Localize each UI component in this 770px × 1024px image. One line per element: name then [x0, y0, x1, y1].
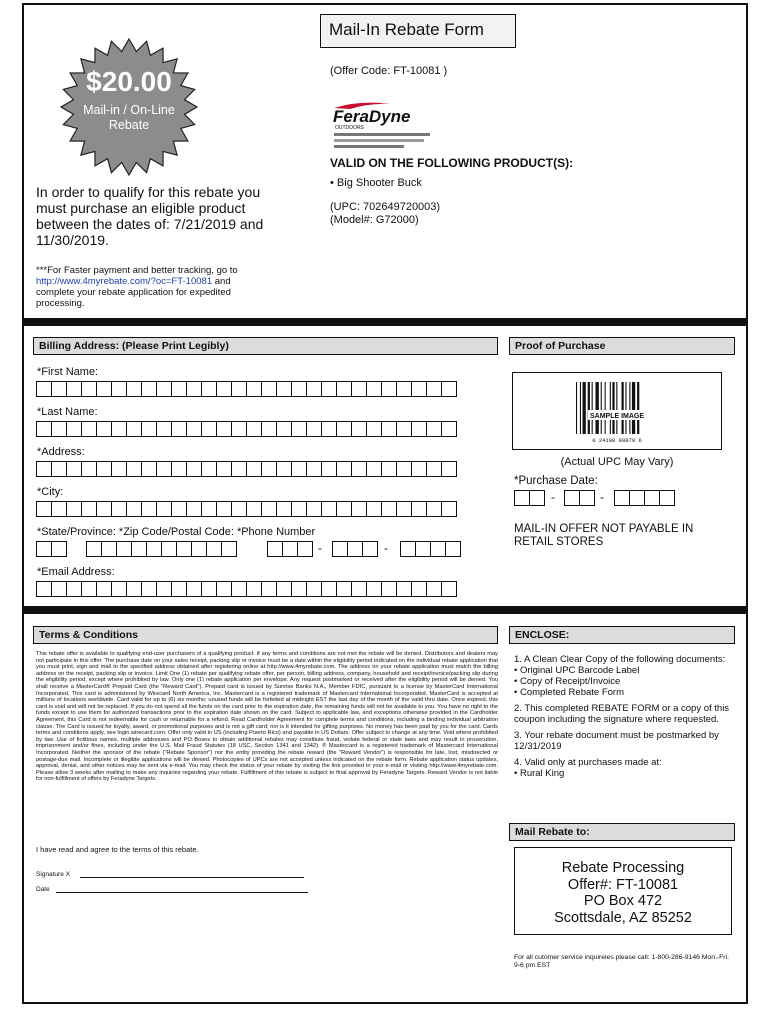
address-line-3: PO Box 472 [583, 893, 663, 909]
letter-box[interactable] [261, 501, 277, 517]
signature-label: Signature X [36, 871, 70, 878]
letter-box[interactable] [411, 381, 427, 397]
faster-payment-note [36, 265, 266, 309]
letter-box[interactable] [336, 421, 352, 437]
rebate-type [60, 103, 198, 133]
letter-box[interactable] [291, 461, 307, 477]
letter-box[interactable] [126, 461, 142, 477]
not-payable-note: MAIL-IN OFFER NOT PAYABLE IN RETAIL STORES [514, 523, 694, 548]
letter-box[interactable] [396, 581, 412, 597]
letter-box[interactable] [156, 381, 172, 397]
letter-box[interactable] [261, 381, 277, 397]
letter-box[interactable] [156, 421, 172, 437]
customer-service-note: For all cutomer service inquireies please call: 1-800-286-9146 Mon.-Fri. 9-6 pm EST [514, 954, 729, 969]
letter-box[interactable] [81, 501, 97, 517]
letter-box[interactable] [231, 461, 247, 477]
letter-box[interactable] [514, 490, 530, 506]
letter-box[interactable] [141, 581, 157, 597]
purchase-year-input[interactable] [614, 490, 674, 506]
letter-box[interactable] [246, 421, 262, 437]
letter-box[interactable] [36, 461, 52, 477]
letter-box[interactable] [411, 581, 427, 597]
purchase-date-label: *Purchase Date: [514, 475, 598, 487]
letter-box[interactable] [81, 421, 97, 437]
letter-box[interactable] [396, 461, 412, 477]
enclose-item-3: 3. Your rebate document must be postmarked by 12/31/2019 [514, 730, 719, 752]
rebate-type-line2: Rebate [108, 118, 150, 132]
form-title: Mail-In Rebate Form [320, 14, 516, 48]
letter-box[interactable] [201, 501, 217, 517]
letter-box[interactable] [306, 421, 322, 437]
letter-box[interactable] [282, 541, 298, 557]
letter-box[interactable] [396, 381, 412, 397]
letter-box[interactable] [445, 541, 461, 557]
letter-box[interactable] [276, 581, 292, 597]
letter-box[interactable] [261, 581, 277, 597]
letter-box[interactable] [366, 461, 382, 477]
letter-box[interactable] [111, 381, 127, 397]
svg-text:FeraDyne: FeraDyne [333, 107, 411, 126]
letter-box[interactable] [297, 541, 313, 557]
first-name-input[interactable] [36, 381, 456, 397]
letter-box[interactable] [231, 501, 247, 517]
billing-heading: Billing Address: (Please Print Legibly) [33, 337, 498, 355]
letter-box[interactable] [411, 501, 427, 517]
address-line-2: Offer#: FT-10081 [567, 876, 679, 893]
letter-box[interactable] [201, 381, 217, 397]
letter-box[interactable] [96, 421, 112, 437]
purchase-month-input[interactable] [514, 490, 544, 506]
letter-box[interactable] [336, 581, 352, 597]
letter-box[interactable] [156, 461, 172, 477]
letter-box[interactable] [351, 581, 367, 597]
letter-box[interactable] [614, 490, 630, 506]
enclose-item-1-text: 1. A Clean Clear Copy of the following documents: [514, 654, 726, 665]
letter-box[interactable] [51, 381, 67, 397]
section-divider [22, 318, 748, 326]
feradyne-logo [330, 98, 440, 150]
letter-box[interactable] [366, 381, 382, 397]
purchase-day-input[interactable] [564, 490, 594, 506]
letter-box[interactable] [336, 501, 352, 517]
letter-box[interactable] [441, 381, 457, 397]
letter-box[interactable] [111, 461, 127, 477]
letter-box[interactable] [51, 501, 67, 517]
letter-box[interactable] [381, 581, 397, 597]
letter-box[interactable] [111, 581, 127, 597]
letter-box[interactable] [396, 501, 412, 517]
letter-box[interactable] [66, 501, 82, 517]
terms-heading: Terms & Conditions [33, 626, 498, 644]
letter-box[interactable] [206, 541, 222, 557]
letter-box[interactable] [306, 381, 322, 397]
letter-box[interactable] [96, 501, 112, 517]
letter-box[interactable] [176, 541, 192, 557]
letter-box[interactable] [351, 421, 367, 437]
letter-box[interactable] [156, 581, 172, 597]
letter-box[interactable] [216, 421, 232, 437]
letter-box[interactable] [141, 421, 157, 437]
state-input[interactable] [36, 541, 66, 557]
sample-image-label: SAMPLE IMAGE [589, 413, 645, 420]
letter-box[interactable] [291, 381, 307, 397]
product-model: (Model#: G72000) [330, 214, 419, 226]
address-line-4: Scottsdale, AZ 85252 [554, 909, 692, 926]
letter-box[interactable] [351, 501, 367, 517]
letter-box[interactable] [111, 501, 127, 517]
letter-box[interactable] [201, 581, 217, 597]
letter-box[interactable] [36, 501, 52, 517]
valid-products-heading: VALID ON THE FOLLOWING PRODUCT(S): [330, 156, 574, 170]
enclose-list [514, 654, 732, 779]
phone-prefix-input[interactable] [332, 541, 377, 557]
letter-box[interactable] [126, 581, 142, 597]
rebate-url-link[interactable]: http://www.4myrebate.com/?oc=FT-10081 [36, 276, 213, 287]
phone-line-input[interactable] [400, 541, 460, 557]
enclose-item-4-text: 4. Valid only at purchases made at: [514, 757, 662, 768]
letter-box[interactable] [51, 581, 67, 597]
phone-area-input[interactable] [267, 541, 312, 557]
letter-box[interactable] [400, 541, 416, 557]
letter-box[interactable] [441, 501, 457, 517]
letter-box[interactable] [186, 501, 202, 517]
zip-input[interactable] [86, 541, 236, 557]
letter-box[interactable] [362, 541, 378, 557]
upc-may-vary: (Actual UPC May Vary) [560, 456, 674, 468]
letter-box[interactable] [66, 461, 82, 477]
letter-box[interactable] [201, 461, 217, 477]
letter-box[interactable] [216, 381, 232, 397]
letter-box[interactable] [381, 381, 397, 397]
mail-to-heading: Mail Rebate to: [509, 823, 735, 841]
letter-box[interactable] [332, 541, 348, 557]
last-name-input[interactable] [36, 421, 456, 437]
letter-box[interactable] [381, 461, 397, 477]
letter-box[interactable] [186, 381, 202, 397]
letter-box[interactable] [161, 541, 177, 557]
phone-dash: - [318, 541, 322, 555]
letter-box[interactable] [246, 381, 262, 397]
letter-box[interactable] [430, 541, 446, 557]
enclose-item-4 [514, 757, 732, 779]
letter-box[interactable] [141, 381, 157, 397]
letter-box[interactable] [171, 421, 187, 437]
letter-box[interactable] [66, 421, 82, 437]
letter-box[interactable] [231, 421, 247, 437]
letter-box[interactable] [186, 461, 202, 477]
letter-box[interactable] [36, 381, 52, 397]
offer-code: (Offer Code: FT-10081 ) [330, 65, 448, 77]
letter-box[interactable] [216, 581, 232, 597]
letter-box[interactable] [426, 461, 442, 477]
enclose-item-upc: • Original UPC Barcode Label [514, 665, 640, 676]
last-name-label: *Last Name: [37, 406, 98, 418]
letter-box[interactable] [36, 581, 52, 597]
letter-box[interactable] [411, 461, 427, 477]
letter-box[interactable] [276, 381, 292, 397]
letter-box[interactable] [111, 421, 127, 437]
letter-box[interactable] [276, 421, 292, 437]
letter-box[interactable] [336, 381, 352, 397]
letter-box[interactable] [411, 421, 427, 437]
letter-box[interactable] [96, 461, 112, 477]
letter-box[interactable] [564, 490, 580, 506]
enclose-heading: ENCLOSE: [509, 626, 735, 644]
letter-box[interactable] [321, 461, 337, 477]
email-label: *Email Address: [37, 566, 115, 578]
terms-body: This rebate offer is available to qualifying end-user purchasers of a qualifying product. If any terms and conditions are not met the rebate will be denied. Distributors and dealers may not participate in this offer. The purchase date on your sales receipt, packing slip or invoice must be a date within the eligibility period indicated on the individual rebate application that you must print, sign and mail to the specified address obtained after registering online at http://www.4myrebate.com. The address on your rebate application must match the billing address on the receipt, packing slip or invoice. Limit One (1) rebate per qualifying rebate offer, per person, billing address, company, household and receipt/invoice/packing slip during the eligibility period, except where prohibited by law. Only one (1) rebate application per envelope. Any request postmarked or received after the eligibility period will be denied. You shall receive a MasterCard® Prepaid Card (the "Reward Card"). Prepaid card is issued by Sunrise Banks N.A., Member FDIC, pursuant to a license by MasterCard International Incorporated. This card is administered by Wirecard North America, Inc. Mastercard is a registered trademark of Mastercard International Incorporated. MasterCard is accepted at millions of locations worldwide. Card valid for up to (6) six months; unused funds will be forfeited at midnight EST the last day of the month of the valid thru date. Once expired, this card is void and will not be replaced. If you do not spend all the funds on the card prior to the expiration date, the remaining funds will not be available to you. You have no right to the funds except to use them for authorized transactions prior to the expiration date shown on the card. Subject to applicable law, and exceptions otherwise provided in the Cardholder Agreement, this Card is not redeemable for cash or returnable for a refund. Read Cardholder Agreement for complete terms and conditions, including a binding individual arbitration clause. The Card is issued for loyalty, award, or promotional purposes and is not a gift card; nor is it intended for gifting purposes. No money has been paid by you for the card. Cards terms and conditions apply, see login.wirecard.com. Offer only valid in US (including Puerto Rico) and payable in US Dollars. Offer subject to change at any time. Void where prohibited by law. Use of fictitious names, multiple addresses and PO Boxes to obtain additional rebates may constitute fraud, violate federal or state laws and may result in prosecution, imprisonment and/or fines, including under the U.S. Mail Fraud Statutes (18 USC, Section 1341 and 1342). ® Mastercard is a registered trademark of Mastercard International Incorporated. Neither the sponsor of the rebate ("Rebate Sponsor") nor the entity providing the rebate reward (the "Reward Vendor") is responsible for late, lost, misdirected or postage-due mail. Incomplete or illegible applications will be denied. Photocopies of UPCs are not accepted unless indicated on the rebate form. Rebate application status updates, approval, denial, and other notices may be sent via e-mail. You may check the status of your rebate by visiting the link provided in your e-mail or visiting http://www.4myrebate.com. Please allow 3 weeks after mailing to make any inquiries regarding your rebate. Fulfillment of this rebate is subject to final approval by Feradyne Targets. Reward Vendor is not liable for non-fulfillment of offers by Feradyne Targets. [36, 651, 498, 783]
product-codes [330, 201, 440, 227]
letter-box[interactable] [366, 581, 382, 597]
letter-box[interactable] [366, 501, 382, 517]
letter-box[interactable] [66, 381, 82, 397]
letter-box[interactable] [426, 581, 442, 597]
letter-box[interactable] [351, 381, 367, 397]
date-dash: - [551, 490, 555, 504]
agree-statement: I have read and agree to the terms of this rebate. [36, 845, 199, 854]
svg-text:OUTDOORS: OUTDOORS [335, 125, 364, 131]
enclose-item-1 [514, 654, 732, 698]
letter-box[interactable] [381, 501, 397, 517]
letter-box[interactable] [321, 381, 337, 397]
letter-box[interactable] [191, 541, 207, 557]
enclose-item-retailer: • Rural King [514, 768, 565, 779]
letter-box[interactable] [336, 461, 352, 477]
qualify-text: In order to qualify for this rebate you must purchase an eligible product between the dates of: 7/21/2019 and 11/30/2019. [36, 184, 264, 248]
letter-box[interactable] [231, 381, 247, 397]
address-input[interactable] [36, 461, 456, 477]
letter-box[interactable] [86, 541, 102, 557]
letter-box[interactable] [291, 581, 307, 597]
city-input[interactable] [36, 501, 456, 517]
letter-box[interactable] [81, 461, 97, 477]
proof-heading: Proof of Purchase [509, 337, 735, 355]
letter-box[interactable] [415, 541, 431, 557]
product-upc: (UPC: 702649720003) [330, 201, 441, 213]
letter-box[interactable] [659, 490, 675, 506]
phone-dash: - [384, 541, 388, 555]
letter-box[interactable] [216, 461, 232, 477]
letter-box[interactable] [81, 381, 97, 397]
first-name-label: *First Name: [37, 366, 99, 378]
letter-box[interactable] [186, 421, 202, 437]
letter-box[interactable] [441, 461, 457, 477]
letter-box[interactable] [81, 581, 97, 597]
letter-box[interactable] [351, 461, 367, 477]
rebate-amount: $20.00 [86, 66, 172, 97]
letter-box[interactable] [306, 501, 322, 517]
letter-box[interactable] [347, 541, 363, 557]
letter-box[interactable] [171, 581, 187, 597]
letter-box[interactable] [426, 501, 442, 517]
letter-box[interactable] [216, 501, 232, 517]
letter-box[interactable] [51, 461, 67, 477]
letter-box[interactable] [171, 501, 187, 517]
letter-box[interactable] [276, 461, 292, 477]
letter-box[interactable] [146, 541, 162, 557]
letter-box[interactable] [441, 581, 457, 597]
letter-box[interactable] [276, 501, 292, 517]
barcode-digits: 0 24100 88879 6 [592, 437, 642, 444]
date-line[interactable] [56, 892, 308, 893]
letter-box[interactable] [156, 501, 172, 517]
letter-box[interactable] [126, 501, 142, 517]
state-zip-phone-label: *State/Province: *Zip Code/Postal Code: *Phone Number [37, 526, 316, 538]
letter-box[interactable] [579, 490, 595, 506]
letter-box[interactable] [131, 541, 147, 557]
letter-box[interactable] [396, 421, 412, 437]
letter-box[interactable] [306, 581, 322, 597]
letter-box[interactable] [246, 581, 262, 597]
date-dash: - [600, 490, 604, 504]
letter-box[interactable] [291, 421, 307, 437]
address-label: *Address: [37, 446, 85, 458]
letter-box[interactable] [426, 381, 442, 397]
letter-box[interactable] [221, 541, 237, 557]
letter-box[interactable] [51, 541, 67, 557]
faster-prefix: ***For Faster payment and better tracking, go to [36, 265, 238, 276]
letter-box[interactable] [321, 421, 337, 437]
letter-box[interactable] [291, 501, 307, 517]
letter-box[interactable] [51, 421, 67, 437]
letter-box[interactable] [141, 501, 157, 517]
letter-box[interactable] [261, 461, 277, 477]
letter-box[interactable] [141, 461, 157, 477]
letter-box[interactable] [96, 581, 112, 597]
barcode-sample-image [570, 380, 664, 444]
enclose-item-receipt: • Copy of Receipt/Invoice [514, 676, 621, 687]
letter-box[interactable] [321, 581, 337, 597]
letter-box[interactable] [306, 461, 322, 477]
letter-box[interactable] [36, 421, 52, 437]
rebate-type-line1: Mail-in / On-Line [83, 103, 175, 117]
letter-box[interactable] [246, 501, 262, 517]
letter-box[interactable] [246, 461, 262, 477]
mailing-address [514, 847, 732, 935]
letter-box[interactable] [381, 421, 397, 437]
letter-box[interactable] [321, 501, 337, 517]
letter-box[interactable] [629, 490, 645, 506]
enclose-item-form: • Completed Rebate Form [514, 687, 624, 698]
email-input[interactable] [36, 581, 456, 597]
letter-box[interactable] [126, 421, 142, 437]
letter-box[interactable] [116, 541, 132, 557]
letter-box[interactable] [231, 581, 247, 597]
enclose-item-2: 2. This completed REBATE FORM or a copy of this coupon including the signature where requested. [514, 703, 730, 725]
letter-box[interactable] [644, 490, 660, 506]
faster-suffix: and complete your rebate application for expedited processing. [36, 276, 231, 309]
letter-box[interactable] [171, 381, 187, 397]
letter-box[interactable] [529, 490, 545, 506]
letter-box[interactable] [267, 541, 283, 557]
letter-box[interactable] [261, 421, 277, 437]
letter-box[interactable] [426, 421, 442, 437]
city-label: *City: [37, 486, 64, 498]
letter-box[interactable] [96, 381, 112, 397]
letter-box[interactable] [366, 421, 382, 437]
letter-box[interactable] [441, 421, 457, 437]
letter-box[interactable] [186, 581, 202, 597]
letter-box[interactable] [171, 461, 187, 477]
date-label: Date [36, 886, 50, 893]
letter-box[interactable] [36, 541, 52, 557]
section-divider [22, 606, 748, 614]
letter-box[interactable] [201, 421, 217, 437]
letter-box[interactable] [126, 381, 142, 397]
letter-box[interactable] [101, 541, 117, 557]
letter-box[interactable] [66, 581, 82, 597]
signature-line[interactable] [80, 877, 304, 878]
product-name: • Big Shooter Buck [330, 177, 422, 189]
address-line-1: Rebate Processing [561, 860, 685, 876]
